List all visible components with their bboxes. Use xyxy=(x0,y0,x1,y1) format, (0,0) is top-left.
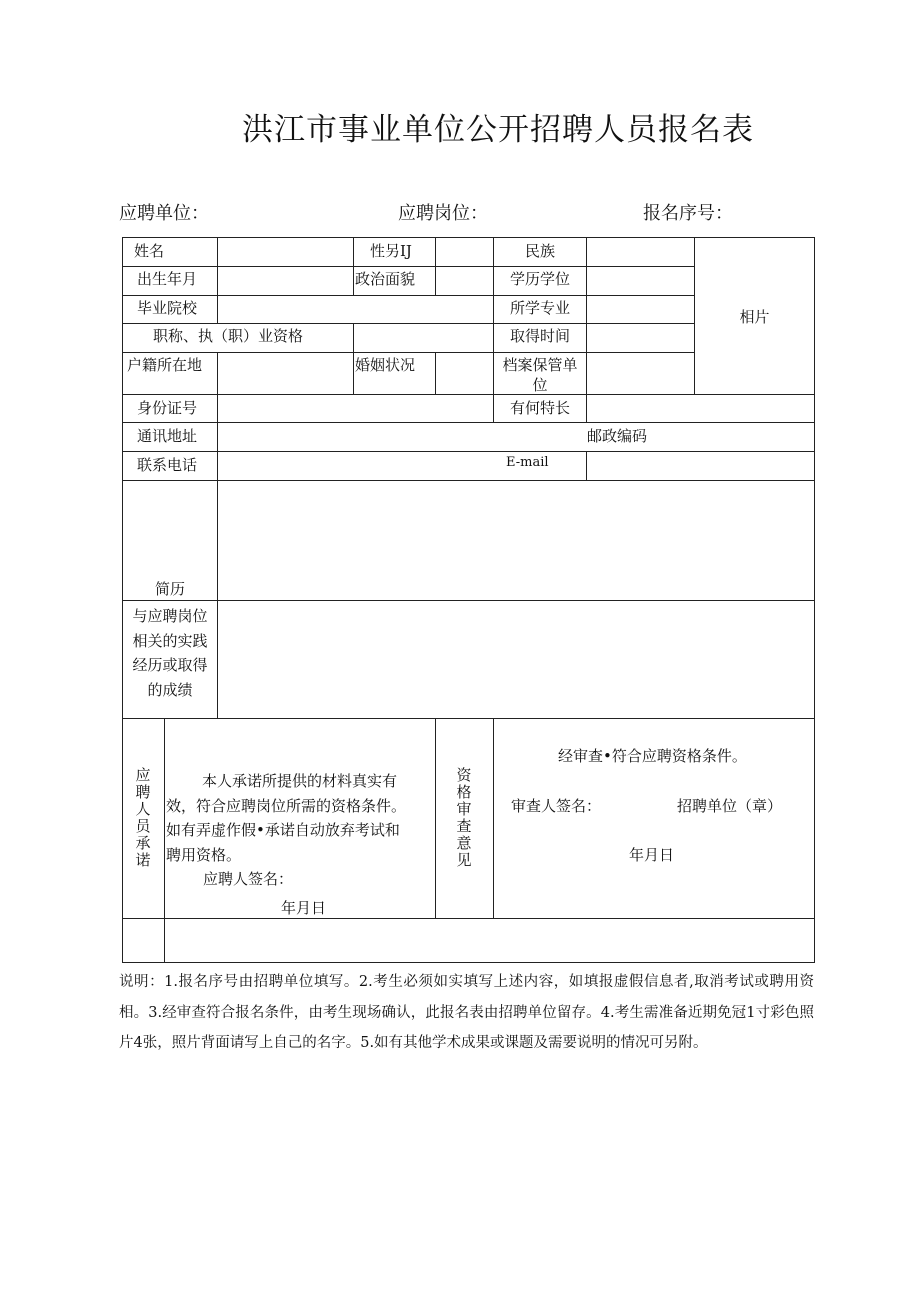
review-label-char: 意 xyxy=(456,834,472,852)
applicant-signature-label: 应聘人签名： xyxy=(203,870,294,888)
practice-label-line: 经历或取得 xyxy=(132,656,208,674)
table-border-left xyxy=(122,237,123,963)
review-label-char: 查 xyxy=(456,817,472,835)
commitment-text-line: 本人承诺所提供的材料真实有 xyxy=(202,772,398,790)
row-divider xyxy=(122,718,815,719)
marital-status-label: 婚姻状况 xyxy=(355,356,416,374)
email-field[interactable] xyxy=(587,452,814,480)
photo-label: 相片 xyxy=(739,308,770,326)
commitment-label-char: 人 xyxy=(135,800,151,818)
school-field[interactable] xyxy=(218,296,493,323)
email-label: E-mail xyxy=(506,455,549,470)
applied-unit-label: 应聘单位： xyxy=(119,203,209,224)
specialty-label: 有何特长 xyxy=(509,399,570,417)
specialty-field[interactable] xyxy=(587,395,814,422)
commitment-text xyxy=(166,769,436,867)
obtain-time-field[interactable] xyxy=(587,324,694,352)
commitment-label-char: 应 xyxy=(135,766,151,784)
hukou-field[interactable] xyxy=(218,353,353,394)
major-label: 所学专业 xyxy=(509,299,570,317)
major-field[interactable] xyxy=(587,296,694,323)
practice-label-line: 与应聘岗位 xyxy=(132,607,208,625)
col-divider xyxy=(493,718,494,918)
ethnicity-label: 民族 xyxy=(524,242,555,260)
archive-unit-field[interactable] xyxy=(587,353,694,394)
address-field[interactable] xyxy=(218,423,586,451)
gender-label: 性另IJ xyxy=(370,242,412,260)
review-date-label: 年月日 xyxy=(629,846,675,864)
address-label: 通讯地址 xyxy=(137,427,198,445)
blank-label-cell xyxy=(123,919,164,962)
postcode-field[interactable] xyxy=(660,423,814,451)
postcode-label: 邮政编码 xyxy=(587,427,648,445)
resume-label: 简历 xyxy=(154,580,185,598)
political-status-label: 政治面貌 xyxy=(355,270,416,288)
serial-number-label: 报名序号： xyxy=(643,203,733,224)
professional-title-label: 职称、执（职）业资格 xyxy=(153,327,304,345)
hukou-label: 户籍所在地 xyxy=(127,356,203,374)
table-border-right xyxy=(814,237,815,963)
phone-label: 联系电话 xyxy=(137,456,198,474)
professional-title-field[interactable] xyxy=(354,324,493,352)
birth-field[interactable] xyxy=(218,267,353,295)
review-label-char: 格 xyxy=(456,783,472,801)
archive-unit-label-line2: 位 xyxy=(532,376,548,394)
commitment-text-line: 效，符合应聘岗位所需的资格条件。 xyxy=(166,796,407,815)
recruiting-unit-seal-label: 招聘单位（章） xyxy=(677,797,783,815)
name-label: 姓名 xyxy=(134,242,165,260)
id-number-field[interactable] xyxy=(218,395,493,422)
practice-experience-field[interactable] xyxy=(218,601,814,718)
practice-label-line: 相关的实践 xyxy=(132,631,208,650)
practice-label-line: 的成绩 xyxy=(147,680,193,699)
table-border-bottom xyxy=(122,962,815,963)
commitment-label xyxy=(133,767,153,869)
col-divider xyxy=(353,237,354,295)
review-result-text: 经审查•符合应聘资格条件。 xyxy=(558,747,747,765)
resume-field[interactable] xyxy=(218,481,814,600)
review-label-char: 审 xyxy=(456,800,472,818)
political-status-field[interactable] xyxy=(436,267,493,295)
obtain-time-label: 取得时间 xyxy=(509,327,570,345)
review-label xyxy=(454,767,474,869)
practice-experience-label xyxy=(123,604,217,702)
photo-area[interactable] xyxy=(695,238,814,394)
blank-field[interactable] xyxy=(165,919,814,962)
review-label-char: 资 xyxy=(456,766,472,784)
review-label-char: 见 xyxy=(456,851,472,869)
ethnicity-field[interactable] xyxy=(587,238,694,266)
name-field[interactable] xyxy=(218,238,353,266)
commitment-label-char: 聘 xyxy=(135,783,151,801)
commitment-label-char: 员 xyxy=(135,817,151,835)
commitment-label-char: 承 xyxy=(135,834,151,852)
reviewer-signature-label: 审查人签名： xyxy=(511,797,602,815)
education-label: 学历学位 xyxy=(509,270,570,288)
applied-post-label: 应聘岗位： xyxy=(398,203,488,224)
phone-field[interactable] xyxy=(218,452,503,480)
form-title: 洪江市事业单位公开招聘人员报名表 xyxy=(242,112,754,148)
marital-status-field[interactable] xyxy=(436,353,493,394)
instructions-note: 说明：1.报名序号由招聘单位填写。2.考生必须如实填写上述内容，如填报虚假信息者,取消考试或聘用资相。3.经审查符合报名条件，由考生现场确认，此报名表由招聘单位留存。4.考生需准备近期免冠1寸彩色照片4张，照片背面请写上自己的名字。5.如有其他学术成果或课题及需要说明的情况可另附。 xyxy=(119,974,814,1051)
education-field[interactable] xyxy=(587,267,694,295)
id-number-label: 身份证号 xyxy=(137,399,198,417)
commitment-text-line: 聘用资格。 xyxy=(166,845,242,864)
school-label: 毕业院校 xyxy=(137,299,198,317)
commitment-text-line: 如有弄虚作假•承诺自动放弃考试和 xyxy=(166,821,400,839)
gender-field[interactable] xyxy=(436,238,493,266)
archive-unit-label xyxy=(494,355,586,395)
commitment-label-char: 诺 xyxy=(135,851,151,869)
applicant-date-label: 年月日 xyxy=(281,899,327,917)
archive-unit-label-line1: 档案保管单 xyxy=(502,356,578,374)
birth-label: 出生年月 xyxy=(137,270,198,288)
